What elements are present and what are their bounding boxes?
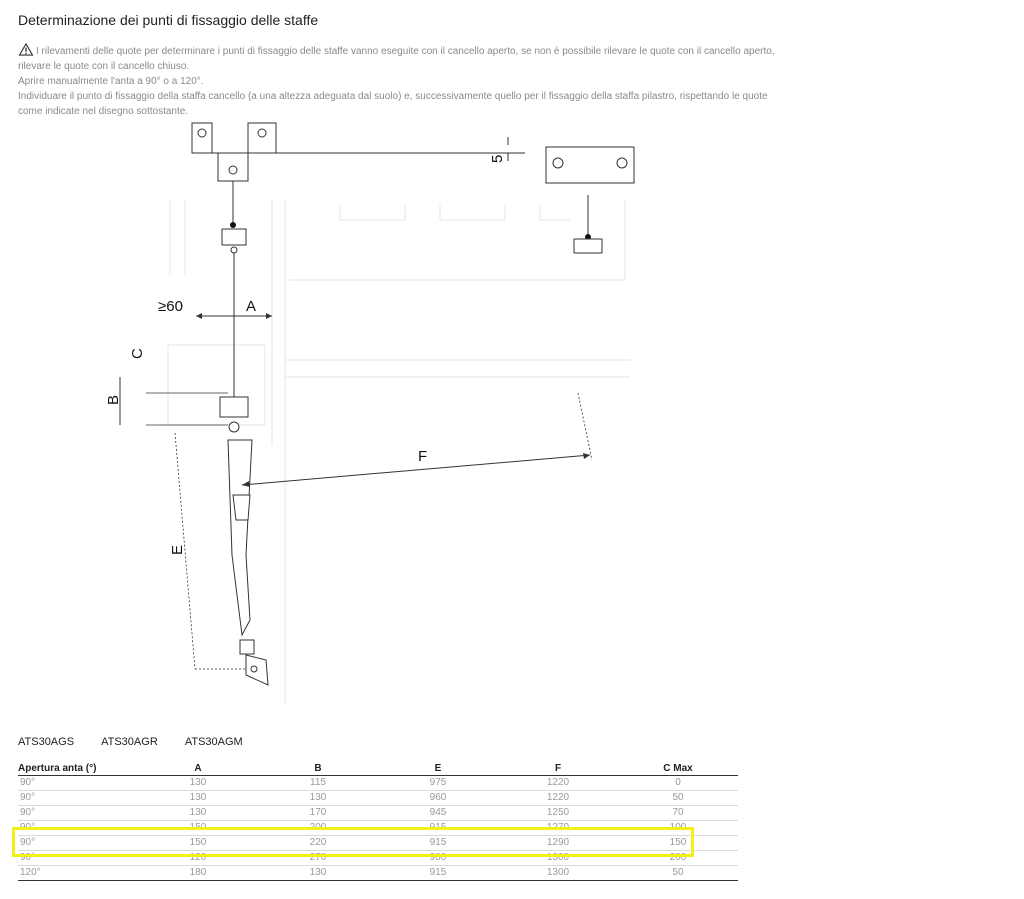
- table-cell: 130: [138, 806, 258, 821]
- column-header: C Max: [618, 762, 738, 776]
- dimension-f-label: F: [418, 448, 428, 465]
- table-cell: 1300: [498, 866, 618, 881]
- model-name: ATS30AGM: [184, 736, 243, 748]
- operator-arm: [228, 440, 252, 635]
- table-cell: 1290: [498, 836, 618, 851]
- table-cell: 130: [138, 791, 258, 806]
- table-cell: 70: [618, 806, 738, 821]
- dimension-b-label: B: [105, 394, 122, 405]
- table-cell: 130: [138, 776, 258, 791]
- table-cell: 150: [138, 821, 258, 836]
- table-cell: 90°: [18, 791, 138, 806]
- model-list: [18, 736, 267, 748]
- highlight-box: [12, 827, 694, 857]
- dimension-e-label: E: [169, 544, 186, 555]
- table-header-row: [18, 762, 738, 776]
- bracket-fixing-diagram: [100, 115, 660, 715]
- table-cell: 90°: [18, 851, 138, 866]
- table-cell: 120: [138, 851, 258, 866]
- model-name: ATS30AGS: [18, 736, 75, 748]
- table-cell: 1250: [498, 806, 618, 821]
- bracket-small-right: [574, 239, 602, 253]
- warning-triangle-icon: [18, 43, 34, 56]
- note-line-3: Aprire manualmente l'anta a 90° o a 120°.: [18, 76, 204, 87]
- note-text-1: I rilevamenti delle quote per determinare i punti di fissaggio delle staffe vanno eseguite con il cancello aperto, se non è possibile rilevare le quote con il cancello aperto,: [36, 46, 775, 57]
- table-cell: 200: [258, 821, 378, 836]
- table-cell: 270: [258, 851, 378, 866]
- column-header: E: [378, 762, 498, 776]
- column-header: F: [498, 762, 618, 776]
- table-cell: 1270: [498, 821, 618, 836]
- pillar-bracket-bottom: [240, 640, 268, 685]
- table-cell: 1220: [498, 776, 618, 791]
- dimensions-table: [18, 762, 738, 881]
- table-cell: 1220: [498, 791, 618, 806]
- table-cell: 915: [378, 866, 498, 881]
- dimension-a-label: A: [246, 298, 257, 315]
- table-cell: 180: [138, 866, 258, 881]
- table-cell: 50: [618, 866, 738, 881]
- table-row: [18, 806, 738, 821]
- table-cell: 900: [378, 851, 498, 866]
- note-line-2: rilevare le quote con il cancello chiuso.: [18, 61, 190, 72]
- table-cell: 150: [618, 836, 738, 851]
- table-cell: 90°: [18, 776, 138, 791]
- table-cell: 90°: [18, 806, 138, 821]
- table-cell: 0: [618, 776, 738, 791]
- table-cell: 170: [258, 806, 378, 821]
- table-row: [18, 791, 738, 806]
- table-cell: 120°: [18, 866, 138, 881]
- dimension-c-label: C: [129, 348, 146, 359]
- table-cell: 1300: [498, 851, 618, 866]
- table-cell: 150: [138, 836, 258, 851]
- gate-bracket-small: [222, 229, 246, 253]
- table-cell: 945: [378, 806, 498, 821]
- table-cell: 90°: [18, 836, 138, 851]
- note-line-4: Individuare il punto di fissaggio della staffa cancello (a una altezza adeguata dal suolo) e, successivamente quello per il fissaggio della staffa pilastro, rispettando le quote: [18, 91, 768, 102]
- note-line-1: [18, 43, 775, 59]
- table-cell: 960: [378, 791, 498, 806]
- table-cell: 90°: [18, 821, 138, 836]
- dimension-5-label: 5: [489, 154, 506, 163]
- table-cell: 915: [378, 836, 498, 851]
- table-cell: 200: [618, 851, 738, 866]
- table-cell: 130: [258, 866, 378, 881]
- table-cell: 100: [618, 821, 738, 836]
- table-cell: 50: [618, 791, 738, 806]
- column-header: Apertura anta (°): [18, 762, 138, 776]
- column-header: A: [138, 762, 258, 776]
- table-cell: 115: [258, 776, 378, 791]
- note-line-5: come indicate nel disegno sottostante.: [18, 106, 189, 117]
- page-title: Determinazione dei punti di fissaggio delle staffe: [18, 12, 319, 28]
- model-name: ATS30AGR: [101, 736, 158, 748]
- table-row: [18, 866, 738, 881]
- instructions-text: [18, 43, 775, 119]
- table-cell: 130: [258, 791, 378, 806]
- pillar-bracket-top: [192, 123, 276, 181]
- table-row: [18, 776, 738, 791]
- gate-bracket: [220, 397, 248, 432]
- column-header: B: [258, 762, 378, 776]
- table-cell: 915: [378, 821, 498, 836]
- dimension-ge60-label: ≥60: [158, 298, 183, 315]
- table-cell: 975: [378, 776, 498, 791]
- bracket-top-right: [546, 147, 634, 183]
- table-cell: 220: [258, 836, 378, 851]
